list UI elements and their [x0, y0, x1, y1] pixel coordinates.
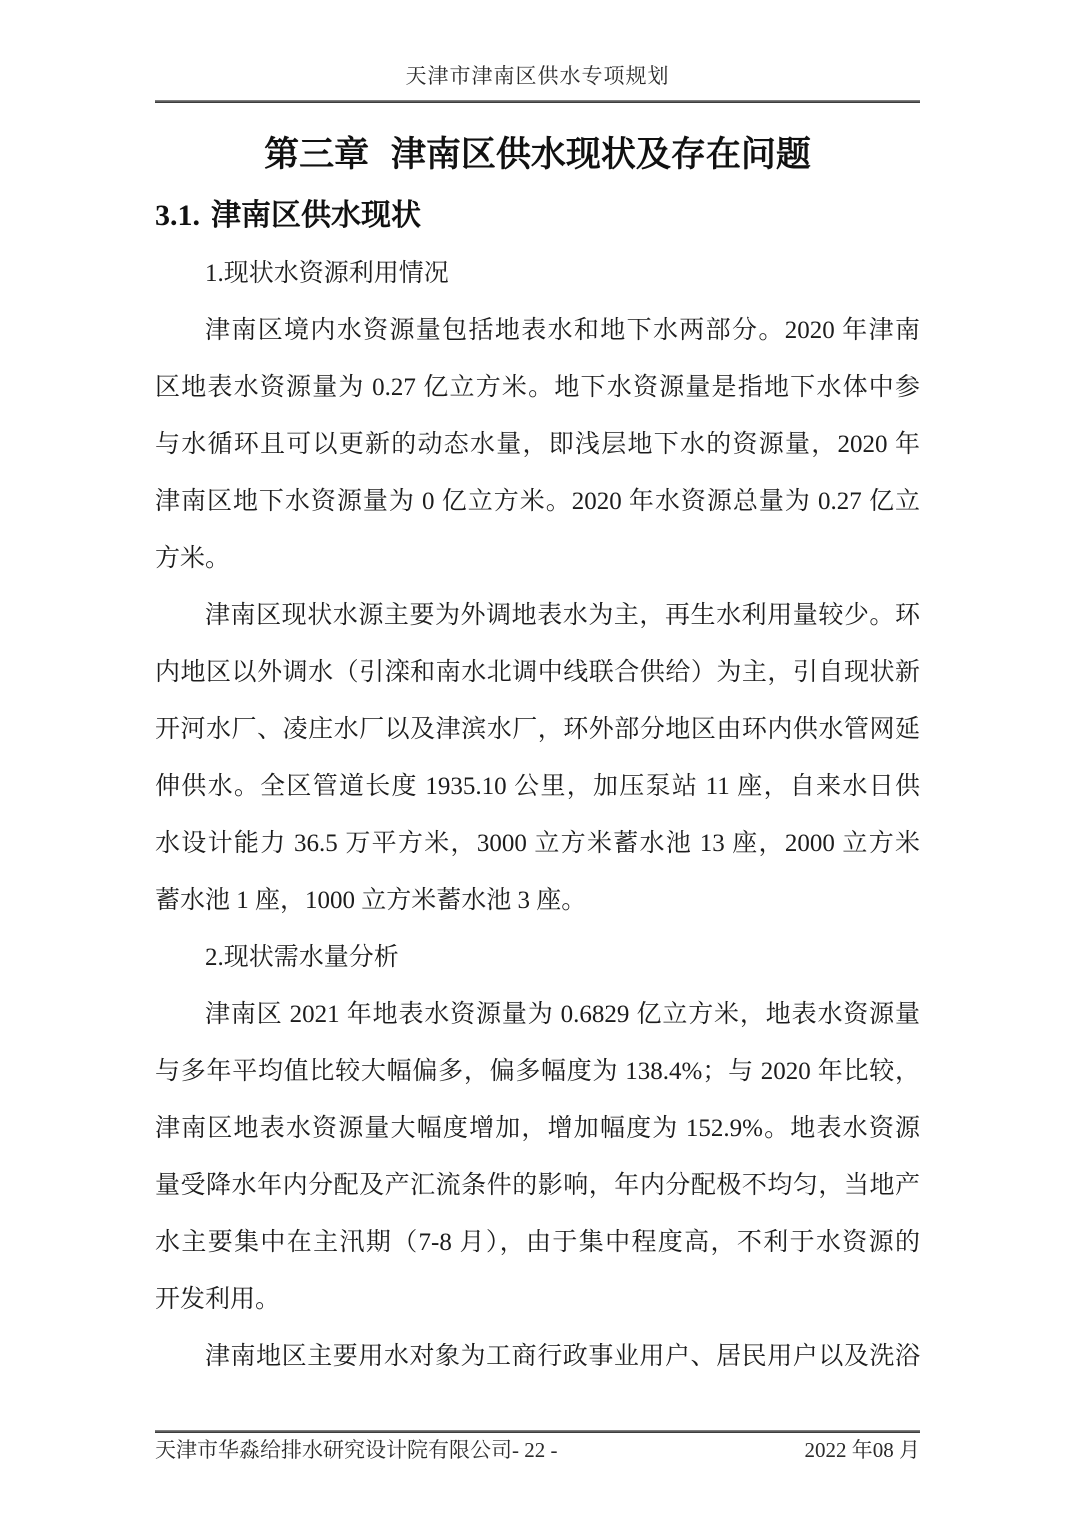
body-line: 内地区以外调水（引滦和南水北调中线联合供给）为主，引自现状新	[155, 659, 920, 686]
body-line: 开河水厂、凌庄水厂以及津滨水厂，环外部分地区由环内供水管网延	[155, 716, 920, 743]
body-line: 与水循环且可以更新的动态水量，即浅层地下水的资源量，2020 年	[155, 431, 920, 458]
chapter-title: 第三章 津南区供水现状及存在问题	[264, 135, 811, 174]
header-rule	[155, 100, 920, 103]
section-heading	[155, 194, 920, 238]
body-line: 津南地区主要用水对象为工商行政事业用户、居民用户以及洗浴	[205, 1343, 920, 1370]
section-number: 3.1.	[155, 199, 200, 232]
footer-date: 2022 年08 月	[804, 1438, 920, 1462]
section-title: 津南区供水现状	[211, 199, 421, 232]
body-line: 水设计能力 36.5 万平方米，3000 立方米蓄水池 13 座，2000 立方米	[155, 830, 920, 857]
subheading-line: 2.现状需水量分析	[205, 944, 399, 971]
subheading-line: 1.现状水资源利用情况	[205, 260, 449, 287]
footer-row	[155, 1433, 920, 1467]
footer-page-number: - 22 -	[512, 1438, 558, 1462]
body-line: 方米。	[155, 545, 231, 572]
body-line: 伸供水。全区管道长度 1935.10 公里，加压泵站 11 座，自来水日供	[155, 773, 920, 800]
body-line: 津南区地表水资源量大幅度增加，增加幅度为 152.9%。地表水资源	[155, 1115, 920, 1142]
page-footer	[155, 1430, 920, 1467]
body-line: 水主要集中在主汛期（7-8 月），由于集中程度高，不利于水资源的	[155, 1229, 920, 1256]
body-line: 蓄水池 1 座，1000 立方米蓄水池 3 座。	[155, 887, 587, 914]
body-line: 量受降水年内分配及产汇流条件的影响，年内分配极不均匀，当地产	[155, 1172, 920, 1199]
footer-company: 天津市华淼给排水研究设计院有限公司	[155, 1438, 512, 1462]
document-body	[155, 245, 920, 1385]
body-line: 津南区地下水资源量为 0 亿立方米。2020 年水资源总量为 0.27 亿立	[155, 488, 920, 515]
body-line: 津南区 2021 年地表水资源量为 0.6829 亿立方米，地表水资源量	[205, 1001, 920, 1028]
body-line: 津南区境内水资源量包括地表水和地下水两部分。2020 年津南	[205, 317, 920, 344]
footer-left	[155, 1433, 558, 1467]
header-title: 天津市津南区供水专项规划	[405, 64, 670, 88]
body-line: 区地表水资源量为 0.27 亿立方米。地下水资源量是指地下水体中参	[155, 374, 920, 401]
body-line: 津南区现状水源主要为外调地表水为主，再生水利用量较少。环	[205, 602, 920, 629]
body-line: 开发利用。	[155, 1286, 281, 1313]
page-header	[155, 0, 920, 103]
body-line: 与多年平均值比较大幅偏多，偏多幅度为 138.4%；与 2020 年比较，	[155, 1058, 920, 1085]
page-content	[155, 0, 920, 1385]
